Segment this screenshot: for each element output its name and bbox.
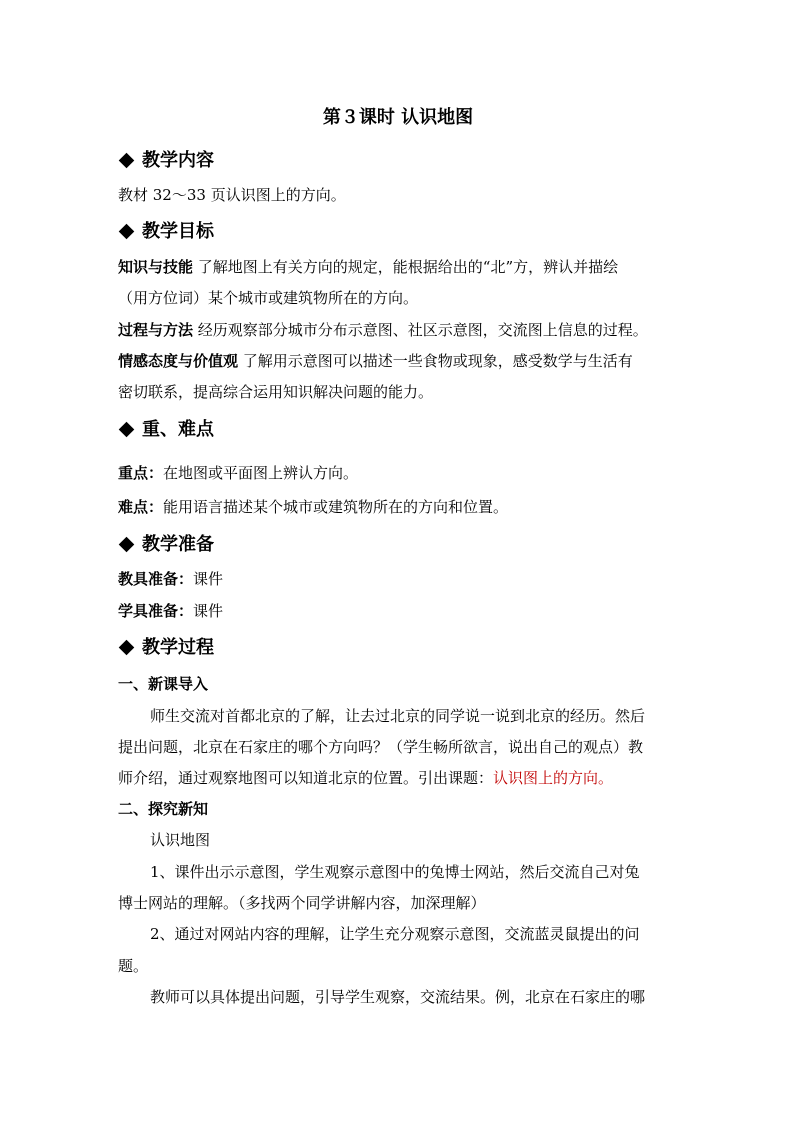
heading-teaching-goals: 教学目标 [118,220,214,244]
diamond-bullet-icon [119,421,135,437]
diamond-bullet-icon [119,536,135,552]
step-2-line-2: 题。 [118,957,149,975]
step-1-line-2: 博士网站的理解。（多找两个同学讲解内容，加深理解） [118,894,486,912]
heading-key-points: 重、难点 [118,418,214,442]
goal-process-line: 过程与方法 经历观察部分城市分布示意图、社区示意图，交流图上信息的过程。 [118,321,648,339]
goal-attitude-line: 情感态度与价值观 了解用示意图可以描述一些食物或现象，感受数学与生活有 [118,352,633,370]
subheading-intro: 一、新课导入 [118,675,209,693]
intro-paragraph-line-1: 师生交流对首都北京的了解，让去过北京的同学说一说到北京的经历。然后 [150,707,646,725]
difficult-point-line: 难点：能用语言描述某个城市或建筑物所在的方向和位置。 [118,498,509,516]
diamond-bullet-icon [119,639,135,655]
student-prep-line: 学具准备：课件 [118,602,224,620]
subheading-explore: 二、探究新知 [118,800,209,818]
explore-map-line: 认识地图 [150,831,211,849]
key-point-line: 重点：在地图或平面图上辨认方向。 [118,464,359,482]
goal-knowledge-line: 知识与技能 了解地图上有关方向的规定，能根据给出的“北”方，辨认并描绘 [118,258,619,276]
diamond-bullet-icon [119,152,135,168]
heading-teaching-content: 教学内容 [118,149,214,173]
teacher-question-line: 教师可以具体提出问题，引导学生观察，交流结果。例，北京在石家庄的哪 [150,988,646,1006]
goal-attitude-line-2: 密切联系，提高综合运用知识解决问题的能力。 [118,383,434,401]
step-2-line-1: 2、通过对网站内容的理解，让学生充分观察示意图，交流蓝灵鼠提出的问 [150,925,640,943]
teaching-content-text: 教材 32～33 页认识图上的方向。 [118,186,346,204]
teacher-prep-line: 教具准备：课件 [118,570,224,588]
diamond-bullet-icon [119,223,135,239]
intro-paragraph-line-3: 师介绍，通过观察地图可以知道北京的位置。引出课题：认识图上的方向。 [118,769,614,787]
goal-knowledge-line-2: （用方位词）某个城市或建筑物所在的方向。 [118,289,419,307]
heading-teaching-process: 教学过程 [118,636,214,660]
page-title: 第３课时 认识地图 [322,107,474,128]
step-1-line-1: 1、课件出示示意图，学生观察示意图中的兔博士网站，然后交流自己对兔 [150,863,640,881]
lesson-topic-highlight: 认识图上的方向。 [493,769,614,787]
heading-preparation: 教学准备 [118,533,214,557]
intro-paragraph-line-2: 提出问题，北京在石家庄的哪个方向吗？（学生畅所欲言，说出自己的观点）教 [118,738,644,756]
